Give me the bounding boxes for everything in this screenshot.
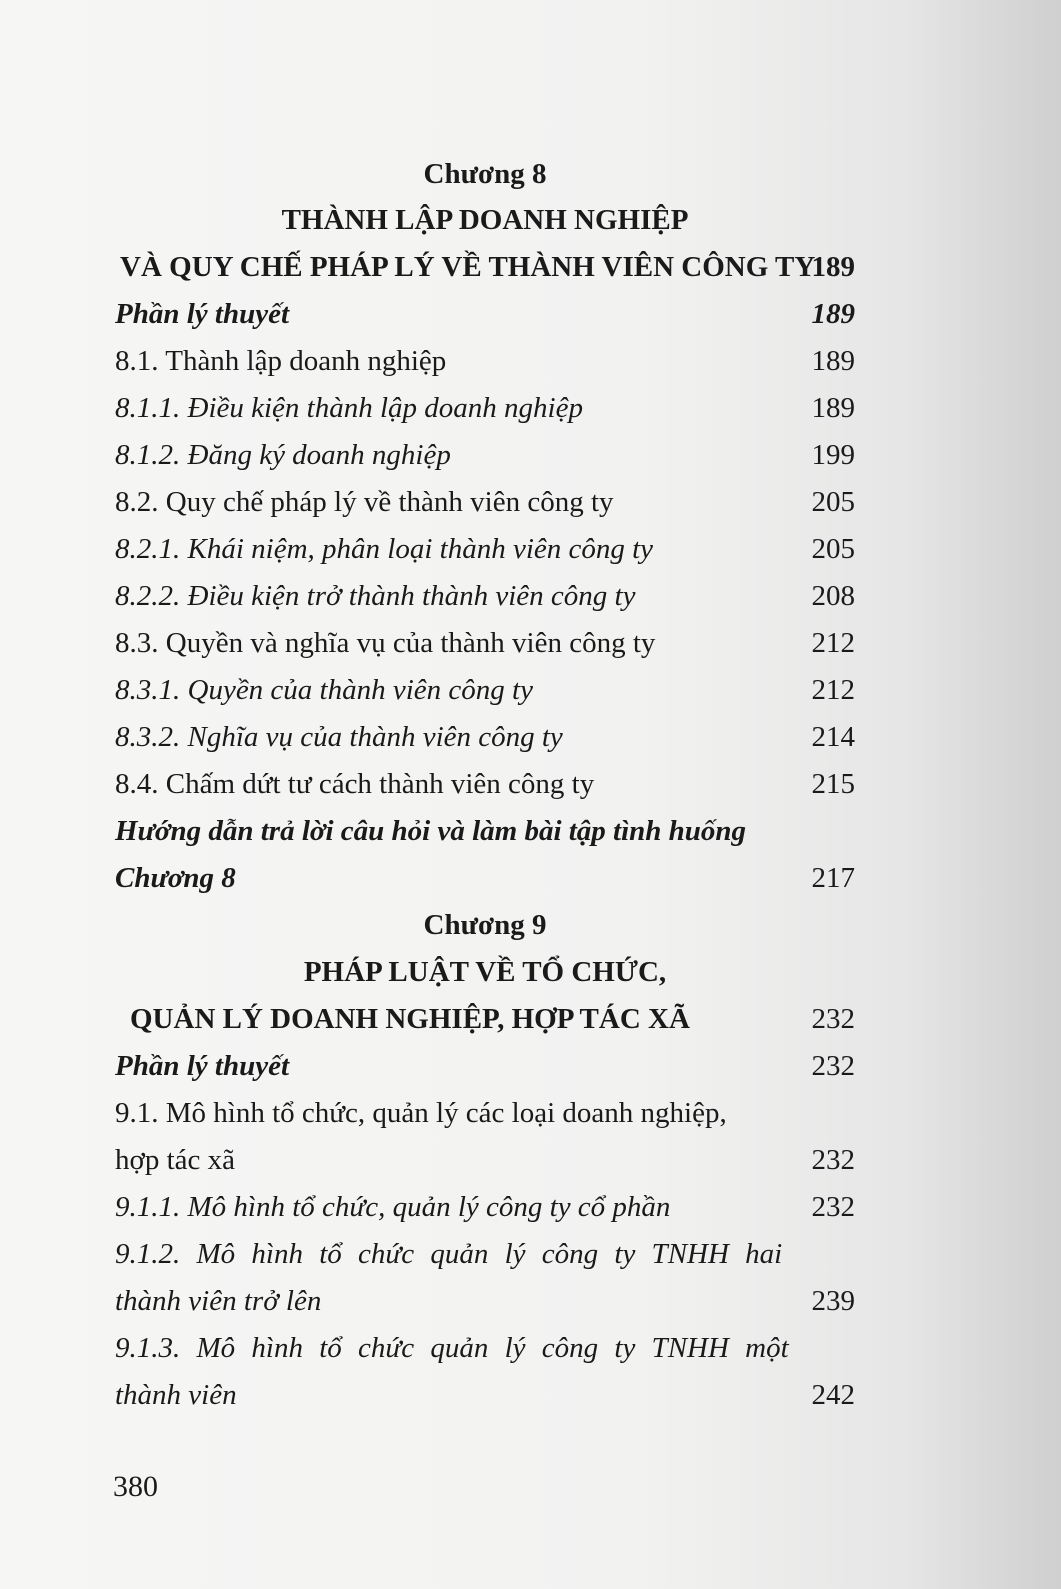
chapter-9-title-line1-text: PHÁP LUẬT VỀ TỔ CHỨC, — [303, 956, 667, 988]
toc-entry-text: 8.2. Quy chế pháp lý về thành viên công ty — [115, 486, 614, 518]
toc-entry — [115, 1091, 855, 1135]
chapter-8-title-page: 189 — [811, 251, 855, 283]
toc-entry-text: Phần lý thuyết — [115, 1050, 290, 1082]
toc-entry-text: 9.1.3. Mô hình tổ chức quản lý công ty TNHH một — [115, 1332, 789, 1364]
chapter-9-title-line2 — [115, 997, 855, 1041]
toc-entry-page: 208 — [811, 580, 855, 612]
toc-entry-page: 189 — [811, 298, 855, 330]
toc-entry-text: 9.1.1. Mô hình tổ chức, quản lý công ty cổ phần — [115, 1191, 671, 1223]
toc-entry — [115, 339, 855, 383]
chapter-9-label — [115, 903, 855, 947]
toc-entry — [115, 1373, 855, 1417]
chapter-8-title-line2-text: VÀ QUY CHẾ PHÁP LÝ VỀ THÀNH VIÊN CÔNG TY — [120, 251, 816, 283]
chapter-8-label — [115, 152, 855, 196]
toc-entry-text: Phần lý thuyết — [115, 298, 290, 330]
toc-entry — [115, 480, 855, 524]
toc-entry-text: thành viên trở lên — [115, 1285, 322, 1317]
toc-entry — [115, 1185, 855, 1229]
toc-entry — [115, 762, 855, 806]
toc-entry-text: 8.3. Quyền và nghĩa vụ của thành viên công ty — [115, 627, 656, 659]
toc-entry-page: 214 — [811, 721, 855, 753]
toc-entry-page: 217 — [811, 862, 855, 894]
chapter-9-label-text: Chương 9 — [423, 909, 547, 941]
toc-entry — [115, 1232, 855, 1276]
toc-entry-text: Chương 8 — [115, 862, 236, 894]
chapter-8-title-line1 — [115, 198, 855, 242]
toc-entry — [115, 1279, 855, 1323]
toc-entry — [115, 433, 855, 477]
toc-entry — [115, 574, 855, 618]
chapter-9-title-page: 232 — [811, 1003, 855, 1035]
page-number: 380 — [113, 1470, 158, 1503]
toc-entry-text: 8.2.2. Điều kiện trở thành thành viên công ty — [115, 580, 636, 612]
toc-entry-text: 9.1. Mô hình tổ chức, quản lý các loại doanh nghiệp, — [115, 1097, 727, 1129]
chapter-8-title-line1-text: THÀNH LẬP DOANH NGHIỆP — [281, 204, 689, 236]
toc-entry — [115, 1044, 855, 1088]
toc-entry — [115, 668, 855, 712]
toc-entry — [115, 715, 855, 759]
toc-entry-text: Hướng dẫn trả lời câu hỏi và làm bài tập tình huống — [115, 815, 747, 847]
toc-entry — [115, 1326, 855, 1370]
toc-entry-text: 8.4. Chấm dứt tư cách thành viên công ty — [115, 768, 595, 800]
toc-entry — [115, 292, 855, 336]
toc-entry-text: hợp tác xã — [115, 1144, 236, 1176]
toc-entry-page: 212 — [811, 674, 855, 706]
chapter-8-label-text: Chương 8 — [423, 158, 547, 190]
toc-entry — [115, 621, 855, 665]
toc-entry-page: 232 — [811, 1191, 855, 1223]
toc-entry-page: 242 — [811, 1379, 855, 1411]
toc-entry-page: 199 — [811, 439, 855, 471]
toc-entry-text: 8.1.1. Điều kiện thành lập doanh nghiệp — [115, 392, 583, 424]
toc-entry-page: 205 — [811, 486, 855, 518]
chapter-9-title-line2-text: QUẢN LÝ DOANH NGHIỆP, HỢP TÁC XÃ — [130, 1003, 690, 1035]
toc-entry-text: 9.1.2. Mô hình tổ chức quản lý công ty TNHH hai — [115, 1238, 783, 1270]
toc-entry-page: 232 — [811, 1050, 855, 1082]
toc-entry-text: 8.2.1. Khái niệm, phân loại thành viên công ty — [115, 533, 654, 565]
toc-entry-page: 212 — [811, 627, 855, 659]
toc-entry-page: 189 — [811, 392, 855, 424]
chapter-9-title-line1 — [115, 950, 855, 994]
toc-entry-page: 232 — [811, 1144, 855, 1176]
toc-entry — [115, 386, 855, 430]
toc-entry — [115, 809, 855, 853]
toc-entry-text: 8.3.1. Quyền của thành viên công ty — [115, 674, 533, 706]
toc-entry-text: 8.1.2. Đăng ký doanh nghiệp — [115, 439, 451, 471]
chapter-8-title-line2 — [115, 245, 855, 289]
toc-entry — [115, 856, 855, 900]
toc-entry-text: thành viên — [115, 1379, 237, 1411]
toc-entry-text: 8.3.2. Nghĩa vụ của thành viên công ty — [115, 721, 563, 753]
toc-entry-page: 239 — [811, 1285, 855, 1317]
toc-entry-text: 8.1. Thành lập doanh nghiệp — [115, 345, 447, 377]
toc-entry — [115, 527, 855, 571]
toc-entry-page: 215 — [811, 768, 855, 800]
toc-entry-page: 189 — [811, 345, 855, 377]
toc-entry-page: 205 — [811, 533, 855, 565]
toc-entry — [115, 1138, 855, 1182]
